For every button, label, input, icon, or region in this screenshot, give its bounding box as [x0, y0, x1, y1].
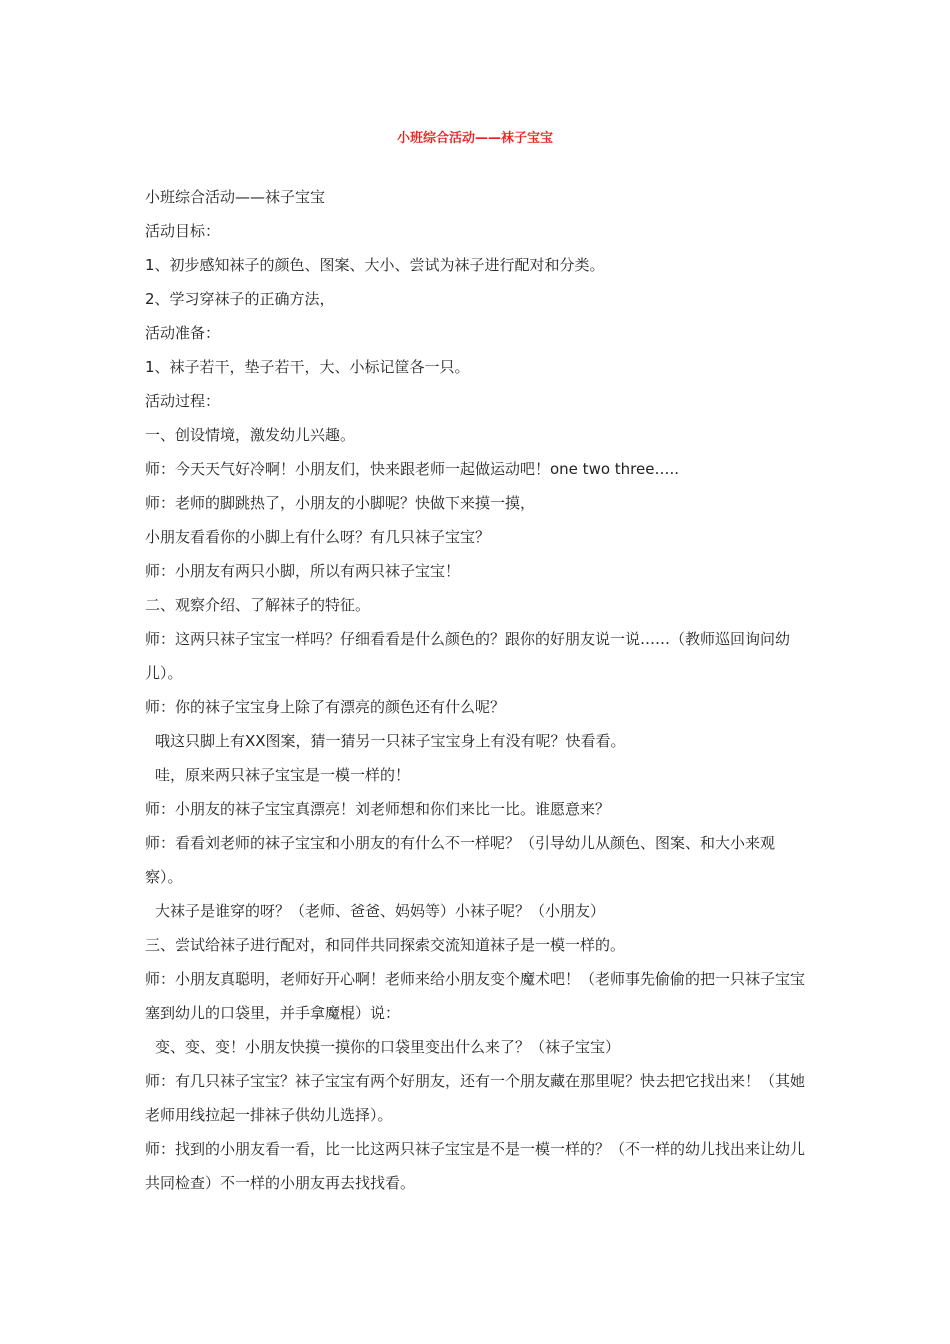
- paragraph-dialogue: 变、变、变！小朋友快摸一摸你的口袋里变出什么来了？（袜子宝宝）: [155, 1038, 621, 1056]
- paragraph-goal-1: 1、初步感知袜子的颜色、图案、大小、尝试为袜子进行配对和分类。: [145, 256, 605, 274]
- paragraph-dialogue: 师：你的袜子宝宝身上除了有漂亮的颜色还有什么呢？: [145, 698, 506, 716]
- paragraph-section-1: 一、创设情境，激发幼儿兴趣。: [145, 426, 356, 444]
- paragraph-dialogue: 哦这只脚上有XX图案，猜一猜另一只袜子宝宝身上有没有呢？快看看。: [155, 732, 626, 750]
- paragraph-dialogue: 小朋友看看你的小脚上有什么呀？有几只袜子宝宝？: [145, 528, 491, 546]
- paragraph-dialogue: 师：看看刘老师的袜子宝宝和小朋友的有什么不一样呢？（引导幼儿从颜色、图案、和大小来观察）。: [145, 834, 776, 886]
- paragraph-dialogue: 师：小朋友有两只小脚，所以有两只袜子宝宝！: [145, 562, 461, 580]
- paragraph-heading: 小班综合活动——袜子宝宝: [145, 188, 326, 206]
- paragraph-prep-1: 1、袜子若干，垫子若干，大、小标记筐各一只。: [145, 358, 470, 376]
- paragraph-dialogue: 师：这两只袜子宝宝一样吗？仔细看看是什么颜色的？跟你的好朋友说一说……（教师巡回询问幼儿）。: [145, 630, 791, 682]
- paragraph-dialogue: 大袜子是谁穿的呀？（老师、爸爸、妈妈等）小袜子呢？（小朋友）: [155, 902, 606, 920]
- paragraph-dialogue: 师：找到的小朋友看一看，比一比这两只袜子宝宝是不是一模一样的？（不一样的幼儿找出来让幼儿共同检查）不一样的小朋友再去找找看。: [145, 1140, 806, 1192]
- document-title: 小班综合活动——袜子宝宝: [396, 131, 553, 146]
- paragraph-dialogue: 师：小朋友的袜子宝宝真漂亮！刘老师想和你们来比一比。谁愿意来？: [145, 800, 611, 818]
- paragraph-section-3: 三、尝试给袜子进行配对，和同伴共同探索交流知道袜子是一模一样的。: [145, 936, 626, 954]
- paragraph-dialogue: 师：老师的脚跳热了，小朋友的小脚呢？快做下来摸一摸，: [145, 494, 536, 512]
- paragraph-dialogue: 师：小朋友真聪明，老师好开心啊！老师来给小朋友变个魔术吧！（老师事先偷偷的把一只袜子宝宝塞到幼儿的口袋里，并手拿魔棍）说：: [145, 970, 806, 1022]
- paragraph-prep-label: 活动准备：: [145, 324, 221, 342]
- paragraph-process-label: 活动过程：: [145, 392, 221, 410]
- paragraph-dialogue: 师：有几只袜子宝宝？袜子宝宝有两个好朋友，还有一个朋友藏在那里呢？快去把它找出来！（其她老师用线拉起一排袜子供幼儿选择）。: [145, 1072, 806, 1124]
- paragraph-dialogue: 哇，原来两只袜子宝宝是一模一样的！: [155, 766, 411, 784]
- paragraph-goals-label: 活动目标：: [145, 222, 221, 240]
- document-body: [145, 180, 805, 1200]
- paragraph-section-2: 二、观察介绍、了解袜子的特征。: [145, 596, 371, 614]
- paragraph-goal-2: 2、学习穿袜子的正确方法，: [145, 290, 335, 308]
- paragraph-dialogue: 师：今天天气好冷啊！小朋友们，快来跟老师一起做运动吧！one two three…..: [145, 460, 679, 478]
